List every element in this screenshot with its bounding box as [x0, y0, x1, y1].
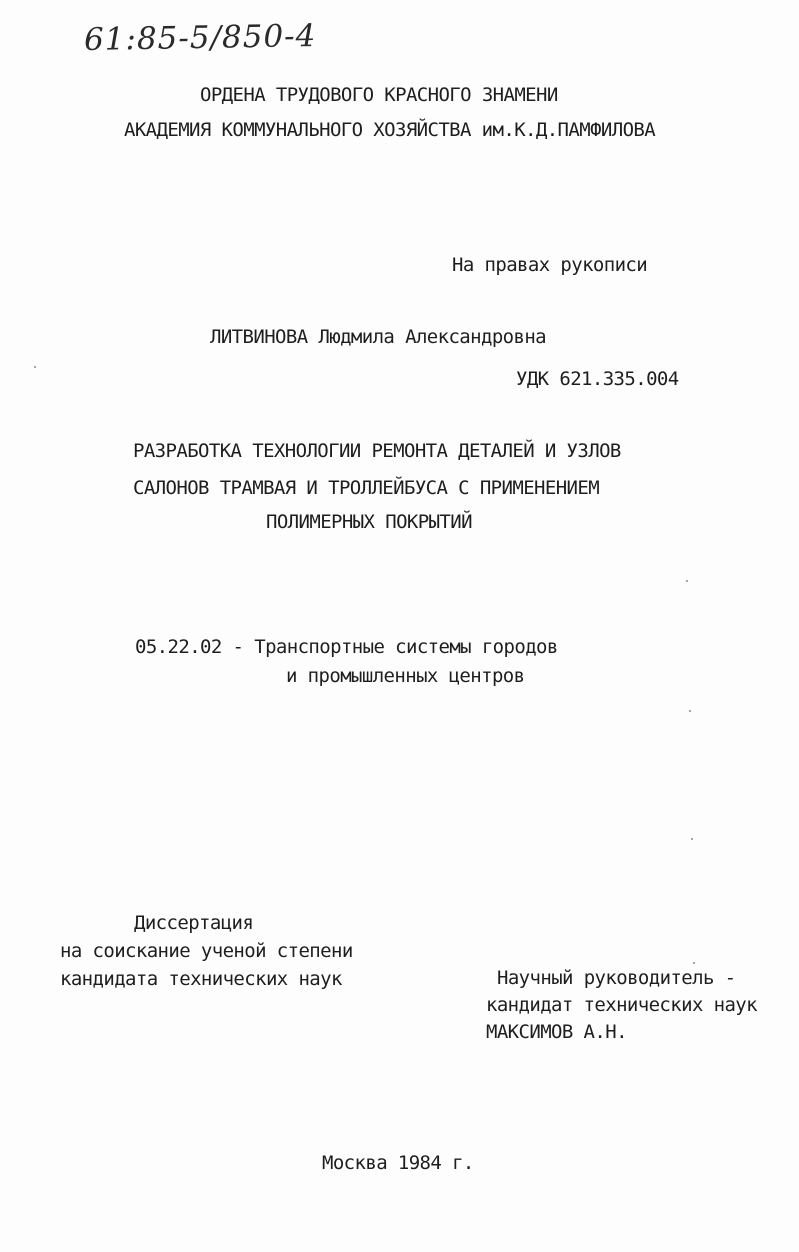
degree-line-1: Диссертация — [134, 912, 254, 934]
degree-line-2: на соискание ученой степени — [60, 940, 353, 962]
institution-line-2: АКАДЕМИЯ КОММУНАЛЬНОГО ХОЗЯЙСТВА им.К.Д.ПАМФИЛОВА — [124, 119, 656, 141]
supervisor-line-2: кандидат технических наук — [486, 994, 757, 1016]
title-line-1: РАЗРАБОТКА ТЕХНОЛОГИИ РЕМОНТА ДЕТАЛЕЙ И УЗЛОВ — [133, 440, 621, 462]
author-name: ЛИТВИНОВА Людмила Александровна — [210, 326, 547, 348]
city-year: Москва 1984 г. — [322, 1152, 474, 1174]
scan-speck — [691, 838, 693, 840]
title-line-3: ПОЛИМЕРНЫХ ПОКРЫТИЙ — [266, 511, 472, 533]
scan-speck — [689, 710, 691, 712]
archive-code-handwritten: 61:85-5/850-4 — [83, 17, 317, 59]
scan-speck — [686, 580, 688, 582]
specialty-line-1: 05.22.02 - Транспортные системы городов — [135, 636, 558, 658]
institution-line-1: ОРДЕНА ТРУДОВОГО КРАСНОГО ЗНАМЕНИ — [200, 84, 558, 106]
scan-speck — [693, 962, 695, 964]
supervisor-line-1: Научный руководитель - — [497, 967, 736, 989]
degree-line-3: кандидата технических наук — [60, 968, 342, 990]
scan-speck — [34, 366, 36, 368]
specialty-line-2: и промышленных центров — [286, 665, 525, 687]
udc-code: УДК 621.335.004 — [516, 368, 679, 390]
title-line-2: САЛОНОВ ТРАМВАЯ И ТРОЛЛЕЙБУСА С ПРИМЕНЕНИЕМ — [133, 477, 600, 499]
manuscript-note: На правах рукописи — [452, 254, 648, 276]
supervisor-line-3: МАКСИМОВ А.Н. — [486, 1021, 627, 1043]
